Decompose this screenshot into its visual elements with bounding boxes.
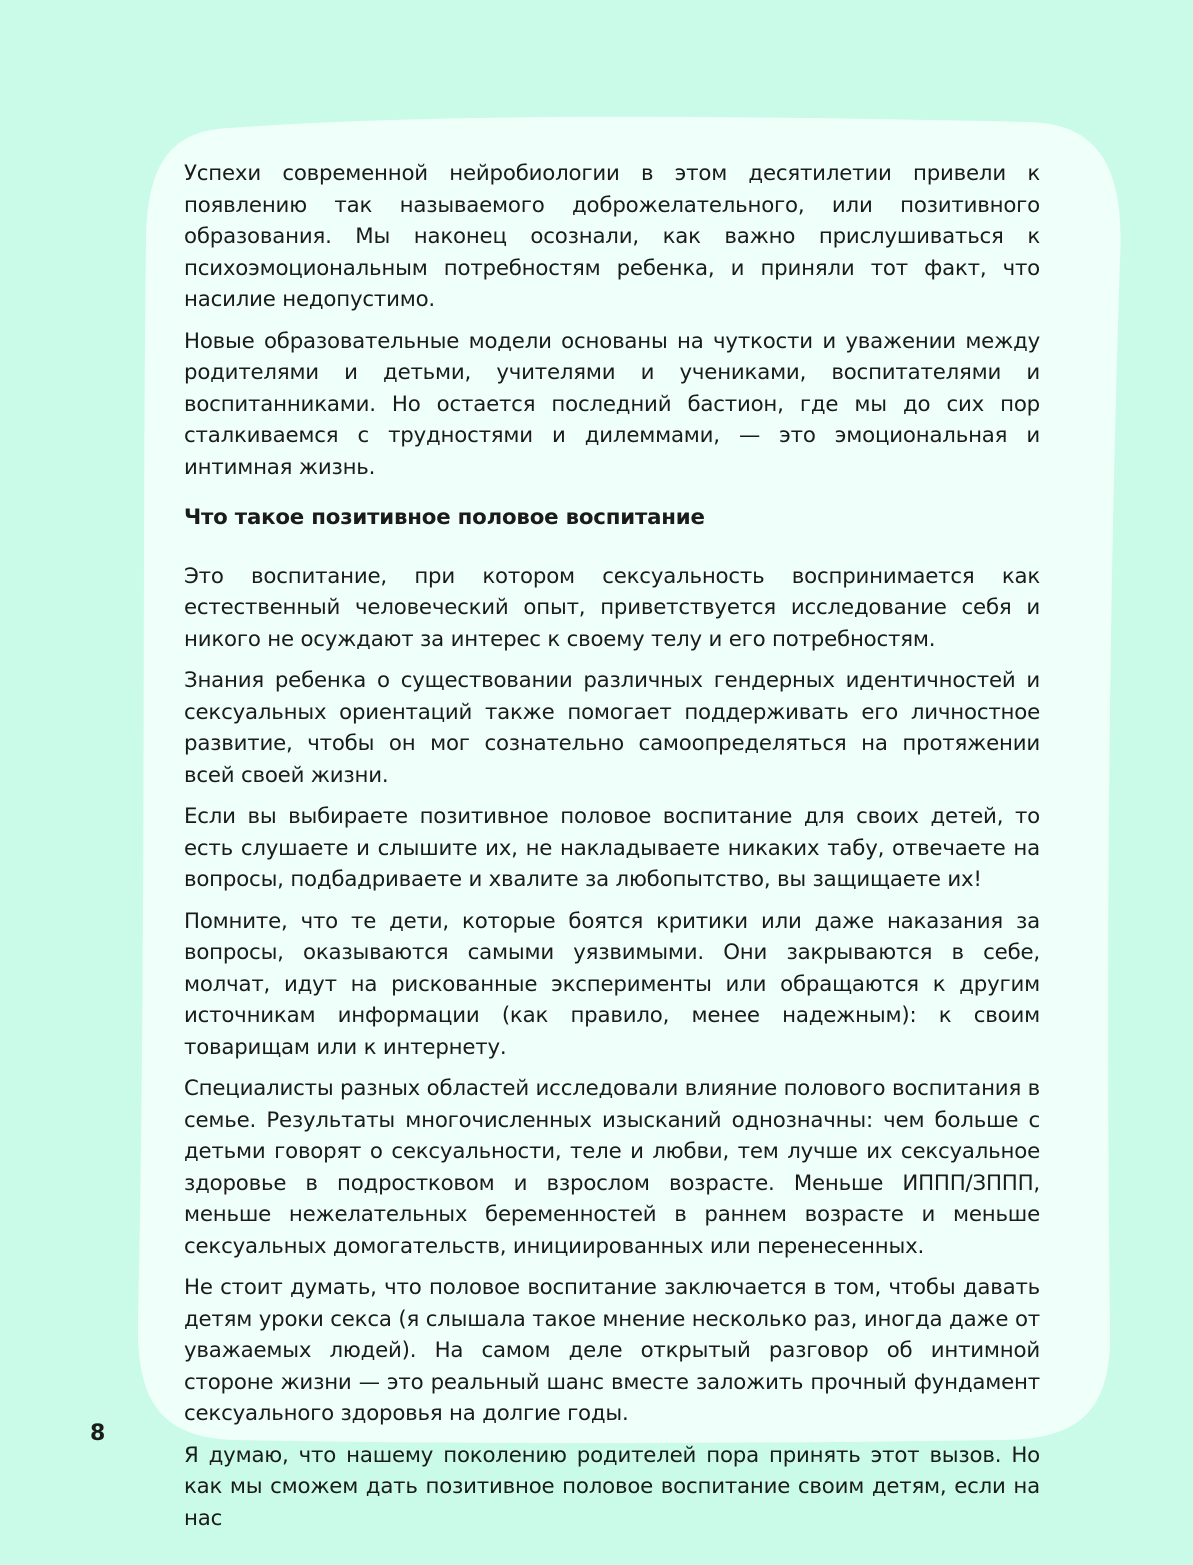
paragraph-1: Успехи современной нейробиологии в этом десятилетии привели к появлению так называемого доброжелательного, или позитивного образования. Мы наконец осознали, как важно прислушиваться к психоэмоциональным потребностям ребенка, и приняли тот факт, что насилие недопустимо. (184, 161, 1040, 312)
paragraph-8: Не стоит думать, что половое воспитание заключается в том, чтобы давать детям уроки секса (я слышала такое мнение несколько раз, иногда даже от уважаемых людей). На самом деле открытый разговор об интимной стороне жизни — это реальный шанс вместе заложить прочный фундамент сексуального здоровья на долгие годы. (184, 1275, 1040, 1426)
paragraph-3: Это воспитание, при котором сексуальность воспринимается как естественный человеческий опыт, приветствуется исследование себя и никого не осуждают за интерес к своему телу и его потребностям. (184, 563, 1040, 652)
paragraph-5: Если вы выбираете позитивное половое воспитание для своих детей, то есть слушаете и слышите их, не накладываете никаких табу, отвечаете на вопросы, подбадриваете и хвалите за любопытство, вы защищаете их! (184, 804, 1040, 892)
section-heading: Что такое позитивное половое воспитание (184, 505, 705, 530)
paragraph-4: Знания ребенка о существовании различных гендерных идентичностей и сексуальных ориентаций также помогает поддерживать его личностное развитие, чтобы он мог сознательно самоопределяться на протяжении всей своей жизни. (184, 668, 1040, 788)
article-text (184, 158, 1040, 1544)
paragraph-9: Я думаю, что нашему поколению родителей пора принять этот вызов. Но как мы сможем дать позитивное половое воспитание своим детям, если на нас (184, 1442, 1040, 1531)
paragraph-7: Специалисты разных областей исследовали влияние полового воспитания в семье. Результаты многочисленных изысканий однозначны: чем больше с детьми говорят о сексуальности, теле и любви, тем лучше их сексуальное здоровье в подростковом и взрослом возрасте. Меньше ИППП/ЗППП, меньше нежелательных беременностей в раннем возрасте и меньше сексуальных домогательств, инициированных или перенесенных. (184, 1076, 1040, 1259)
paragraph-2: Новые образовательные модели основаны на чуткости и уважении между родителями и детьми, учителями и учениками, воспитателями и воспитанниками. Но остается последний бастион, где мы до сих пор сталкиваемся с трудностями и дилеммами, — это эмоциональная и интимная жизнь. (184, 328, 1040, 480)
page-number: 8 (90, 1421, 106, 1446)
paragraph-6: Помните, что те дети, которые боятся критики или даже наказания за вопросы, оказываются самыми уязвимыми. Они закрываются в себе, молчат, идут на рискованные эксперименты или обращаются к другим источникам информации (как правило, менее надежным): к своим товарищам или к интернету. (184, 908, 1040, 1060)
